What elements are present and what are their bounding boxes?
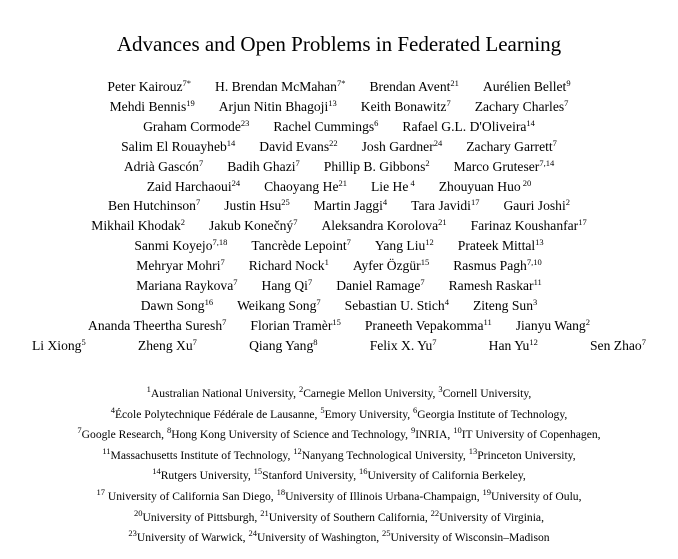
- affiliation-name: Stanford University,: [262, 469, 359, 483]
- affiliation-line: [0, 425, 678, 446]
- author-name: Justin Hsu: [224, 198, 282, 214]
- affiliation-line: [0, 384, 678, 405]
- author-name: Aurélien Bellet: [482, 79, 567, 94]
- affiliation-number: 23: [128, 528, 137, 539]
- author: [32, 336, 86, 356]
- affiliation-line: [0, 446, 678, 467]
- author: [353, 256, 429, 276]
- author-name: Marco Gruteser: [453, 158, 540, 174]
- author-affiliation-marker: 24: [231, 177, 241, 188]
- affiliation-name: University of Washington,: [256, 531, 383, 545]
- author-affiliation-marker: 12: [425, 237, 434, 248]
- author-affiliation-marker: 7: [307, 277, 313, 288]
- author-name: Brendan Avent: [369, 79, 451, 94]
- author: [147, 177, 240, 197]
- affiliation-name: Cornell University,: [442, 387, 532, 400]
- author-name: Martin Jaggi: [313, 198, 383, 214]
- author-affiliation-marker: 7,14: [539, 157, 555, 168]
- affiliation-name: Australian National University,: [150, 387, 299, 400]
- author-name: Weikang Song: [237, 297, 317, 313]
- affiliation-number: 15: [253, 466, 263, 477]
- author-name: Mehryar Mohri: [136, 258, 221, 274]
- author: [215, 77, 345, 97]
- author: [224, 196, 290, 216]
- author: [411, 196, 479, 216]
- author: [314, 196, 387, 216]
- author-name: Sanmi Koyejo: [134, 238, 213, 254]
- affiliation-number: 11: [102, 445, 111, 456]
- author-row: [24, 157, 654, 177]
- affiliation-number: 10: [453, 425, 462, 436]
- author-name: Rafael G.L. D'Oliveira: [402, 118, 527, 134]
- author: [483, 77, 571, 97]
- author-row: [24, 97, 654, 117]
- author-affiliation-marker: 13: [328, 97, 337, 108]
- author-name: Zachary Garrett: [466, 138, 553, 154]
- author-affiliation-marker: 21: [338, 177, 347, 188]
- author-affiliation-marker: 9: [566, 78, 571, 88]
- author: [209, 216, 297, 236]
- author-affiliation-marker: 16: [204, 296, 214, 307]
- author-name: Felix X. Yu: [369, 337, 433, 353]
- author-affiliation-marker: 14: [526, 117, 535, 128]
- author-affiliation-marker: 7,18: [212, 237, 228, 248]
- author-name: Peter Kairouz: [107, 79, 183, 94]
- author-name: Badih Ghazi: [227, 158, 296, 174]
- author-affiliation-marker: 7: [220, 257, 225, 268]
- affiliation-name: INRIA,: [415, 428, 454, 442]
- author-affiliation-marker: 22: [329, 137, 338, 148]
- author-row: [24, 316, 654, 336]
- author-name: Arjun Nitin Bhagoji: [218, 98, 329, 114]
- author-affiliation-marker: 7*: [336, 78, 346, 88]
- author-affiliation-marker: 5: [81, 336, 86, 347]
- affiliation-number: 5: [320, 404, 325, 415]
- author: [489, 336, 538, 356]
- author-affiliation-marker: 1: [324, 257, 329, 268]
- affiliation-number: 9: [410, 425, 416, 436]
- author: [121, 137, 235, 157]
- author-affiliation-marker: 17: [470, 197, 480, 208]
- author-name: Han Yu: [488, 337, 530, 353]
- author: [503, 196, 570, 216]
- author-affiliation-marker: 8: [313, 336, 318, 347]
- author-name: Chaoyang He: [264, 178, 339, 194]
- author-name: Keith Bonawitz: [360, 98, 447, 114]
- author: [262, 276, 313, 296]
- affiliation-number: 2: [298, 384, 304, 394]
- author-affiliation-marker: 7: [641, 336, 646, 347]
- author-name: Adrià Gascón: [123, 158, 199, 174]
- author-name: Florian Tramèr: [250, 317, 333, 333]
- affiliation-name: University of Oulu,: [491, 489, 582, 503]
- author-name: Ziteng Sun: [472, 297, 533, 313]
- author-name: Hang Qi: [261, 278, 308, 294]
- author: [141, 296, 213, 316]
- author-name: Prateek Mittal: [457, 238, 536, 254]
- affiliation-name: Carnegie Mellon University,: [303, 387, 439, 400]
- author-name: Richard Nock: [248, 258, 325, 274]
- affiliation-number: 12: [293, 445, 302, 456]
- author-affiliation-marker: 17: [578, 217, 587, 228]
- affiliation-line: [0, 508, 678, 529]
- author-row: [24, 296, 654, 316]
- author-name: Josh Gardner: [361, 138, 434, 154]
- author-affiliation-marker: 4: [444, 296, 449, 307]
- author: [138, 336, 197, 356]
- affiliation-name: University of Illinois Urbana-Champaign,: [285, 489, 483, 503]
- author: [453, 256, 542, 276]
- author-affiliation-marker: 12: [529, 336, 538, 347]
- author-affiliation-marker: 3: [533, 296, 538, 307]
- author-affiliation-marker: 7: [446, 97, 451, 108]
- author-name: Praneeth Vepakomma: [364, 317, 484, 333]
- author: [361, 97, 451, 117]
- author-row: [24, 256, 654, 276]
- author-name: Tara Javidi: [411, 198, 471, 214]
- author-affiliation-marker: 11: [533, 277, 542, 288]
- author: [227, 157, 300, 177]
- author-affiliation-marker: 4: [408, 177, 415, 188]
- affiliation-number: 3: [438, 384, 443, 394]
- author-name: Farinaz Koushanfar: [470, 218, 579, 234]
- author-affiliation-marker: 7,10: [526, 257, 542, 268]
- author: [219, 97, 337, 117]
- author-affiliation-marker: 2: [425, 157, 430, 168]
- author: [136, 256, 224, 276]
- author-affiliation-marker: 7: [316, 296, 321, 307]
- affiliation-name: Georgia Institute of Technology,: [417, 407, 568, 421]
- author-affiliation-marker: 2: [565, 197, 570, 208]
- author-name: Yang Liu: [374, 238, 426, 254]
- author-affiliation-marker: 7: [432, 336, 437, 347]
- author: [402, 117, 535, 137]
- affiliation-name: Massachusetts Institute of Technology,: [110, 448, 294, 462]
- affiliation-name: Hong Kong University of Science and Technology,: [171, 428, 411, 442]
- author: [454, 157, 555, 177]
- author: [124, 157, 203, 177]
- affiliation-name: University of Pittsburgh,: [142, 510, 261, 524]
- affiliation-name: Rutgers University,: [160, 469, 254, 483]
- author: [136, 276, 237, 296]
- author-affiliation-marker: 20: [520, 177, 532, 188]
- author-affiliation-marker: 7: [552, 137, 557, 148]
- affiliation-line: [0, 487, 678, 508]
- author-name: Ayfer Özgür: [352, 258, 421, 274]
- author: [362, 137, 443, 157]
- affiliation-line: [0, 528, 678, 549]
- author-name: Tancrède Lepoint: [251, 238, 347, 254]
- author-name: Daniel Ramage: [336, 278, 421, 294]
- author-affiliation-marker: 19: [186, 97, 195, 108]
- author-name: Jakub Konečný: [209, 218, 294, 234]
- author-affiliation-marker: 21: [438, 217, 447, 228]
- author-affiliation-marker: 4: [382, 197, 388, 208]
- author-name: Salim El Rouayheb: [121, 138, 227, 154]
- author-affiliation-marker: 7: [195, 197, 201, 208]
- author: [91, 216, 185, 236]
- author-affiliation-marker: 7: [564, 97, 569, 108]
- author: [134, 236, 227, 256]
- author-name: Li Xiong: [32, 337, 82, 353]
- affiliation-name: University of Virginia,: [439, 510, 544, 524]
- author: [345, 296, 449, 316]
- affiliation-number: 14: [152, 466, 161, 477]
- author-affiliation-marker: 25: [281, 197, 290, 208]
- author-row: [24, 216, 654, 236]
- author: [273, 117, 378, 137]
- author-name: Zhouyuan Huo: [438, 178, 521, 194]
- author: [249, 256, 329, 276]
- author-row: [24, 137, 654, 157]
- affiliation-number: 21: [260, 507, 269, 518]
- author: [110, 97, 195, 117]
- author: [237, 296, 321, 316]
- author: [321, 216, 446, 236]
- author: [375, 236, 434, 256]
- author-affiliation-marker: 7: [198, 157, 204, 168]
- author-name: Dawn Song: [140, 297, 205, 313]
- author-row: [24, 196, 654, 216]
- author-affiliation-marker: 7: [222, 316, 227, 327]
- affiliation-name: École Polytechnique Fédérale de Lausanne,: [114, 407, 321, 421]
- author-affiliation-marker: 15: [420, 257, 430, 268]
- author-name: Ananda Theertha Suresh: [88, 317, 223, 333]
- author-name: Gauri Joshi: [503, 198, 566, 214]
- affiliation-name: University of Warwick,: [136, 531, 249, 545]
- affiliation-number: 20: [134, 507, 143, 518]
- affiliation-number: 13: [468, 445, 478, 456]
- author: [259, 137, 337, 157]
- author: [458, 236, 544, 256]
- author: [108, 196, 200, 216]
- author-name: H. Brendan McMahan: [215, 79, 337, 94]
- author-affiliation-marker: 7: [192, 336, 197, 347]
- affiliation-number: 16: [359, 466, 368, 477]
- author-affiliation-marker: 7: [293, 217, 298, 228]
- author: [324, 157, 430, 177]
- author-row: [24, 236, 654, 256]
- author-affiliation-marker: 15: [332, 316, 341, 327]
- affiliation-name: Google Research,: [81, 428, 167, 442]
- author-affiliation-marker: 21: [450, 78, 459, 88]
- author-affiliation-marker: 2: [585, 316, 590, 327]
- affiliation-number: 22: [430, 507, 440, 518]
- author: [590, 336, 646, 356]
- author-row: [24, 336, 654, 356]
- author-affiliation-marker: 14: [226, 137, 236, 148]
- author: [88, 316, 226, 336]
- author: [143, 117, 249, 137]
- author-name: Mikhail Khodak: [91, 218, 181, 234]
- paper-title: Advances and Open Problems in Federated Learning: [116, 32, 562, 56]
- author-affiliation-marker: 7: [233, 277, 238, 288]
- affiliation-name: IT University of Copenhagen,: [461, 428, 601, 442]
- author-name: Sebastian U. Stich: [344, 297, 445, 313]
- affiliation-number: 18: [276, 486, 286, 497]
- affiliation-name: Emory University,: [324, 407, 414, 421]
- author-name: Rachel Cummings: [273, 118, 375, 134]
- author-name: Sen Zhao: [590, 337, 642, 353]
- author-row: [24, 177, 654, 197]
- author: [365, 316, 492, 336]
- author-name: David Evans: [259, 138, 330, 154]
- author-name: Lie He: [370, 178, 409, 194]
- affiliation-number: 6: [413, 404, 418, 415]
- author: [466, 137, 557, 157]
- author-row: [24, 77, 654, 97]
- author-name: Qiang Yang: [249, 337, 314, 353]
- author: [449, 276, 542, 296]
- author-affiliation-marker: 23: [240, 117, 250, 128]
- author: [369, 77, 458, 97]
- author: [336, 276, 424, 296]
- affiliation-number: 24: [248, 528, 257, 539]
- author-name: Mehdi Bennis: [109, 98, 187, 114]
- author: [475, 97, 569, 117]
- affiliation-name: University of Southern California,: [268, 510, 431, 524]
- author-row: [24, 117, 654, 137]
- affiliation-number: 7: [77, 425, 82, 436]
- author-affiliation-marker: 6: [374, 117, 379, 128]
- author-name: Jianyu Wang: [515, 317, 586, 333]
- author: [516, 316, 590, 336]
- author-name: Rasmus Pagh: [453, 258, 527, 274]
- affiliation-name: Nanyang Technological University,: [301, 448, 469, 462]
- affiliation-name: University of California Berkeley,: [367, 469, 526, 483]
- affiliation-name: University of California San Diego,: [104, 489, 277, 503]
- author: [250, 316, 340, 336]
- author-name: Aleksandra Korolova: [321, 218, 439, 234]
- author-affiliation-marker: 7*: [182, 78, 192, 88]
- affiliation-line: [0, 466, 678, 487]
- affiliation-name: Princeton University,: [477, 448, 576, 462]
- author-affiliation-marker: 7: [346, 237, 351, 248]
- author: [473, 296, 537, 316]
- author-affiliation-marker: 13: [535, 237, 544, 248]
- author: [264, 177, 347, 197]
- author-name: Mariana Raykova: [136, 278, 234, 294]
- author-name: Graham Cormode: [143, 118, 241, 134]
- author: [107, 77, 191, 97]
- author: [471, 216, 587, 236]
- author-name: Ben Hutchinson: [108, 198, 196, 214]
- affiliation-list: [0, 384, 678, 549]
- author: [371, 177, 415, 197]
- author-name: Zaid Harchaoui: [146, 178, 232, 194]
- author-list: [24, 77, 654, 356]
- author-name: Phillip B. Gibbons: [323, 158, 426, 174]
- author-name: Zachary Charles: [474, 98, 565, 114]
- author-affiliation-marker: 7: [420, 277, 425, 288]
- author-affiliation-marker: 7: [295, 157, 300, 168]
- affiliation-number: 8: [166, 425, 172, 436]
- author: [439, 177, 532, 197]
- affiliation-name: University of Wisconsin–Madison: [390, 531, 550, 545]
- author-name: Ramesh Raskar: [448, 278, 534, 294]
- author: [370, 336, 437, 356]
- author-name: Zheng Xu: [137, 337, 193, 353]
- affiliation-number: 1: [146, 384, 151, 394]
- affiliation-line: [0, 405, 678, 426]
- affiliation-number: 4: [110, 404, 115, 415]
- author: [249, 336, 317, 356]
- author-affiliation-marker: 2: [180, 217, 186, 228]
- author-affiliation-marker: 11: [483, 316, 492, 327]
- affiliation-number: 19: [482, 486, 491, 497]
- author-affiliation-marker: 24: [433, 137, 443, 148]
- author-row: [24, 276, 654, 296]
- affiliation-number: 25: [382, 528, 391, 539]
- affiliation-number: 17: [96, 486, 105, 497]
- author: [251, 236, 351, 256]
